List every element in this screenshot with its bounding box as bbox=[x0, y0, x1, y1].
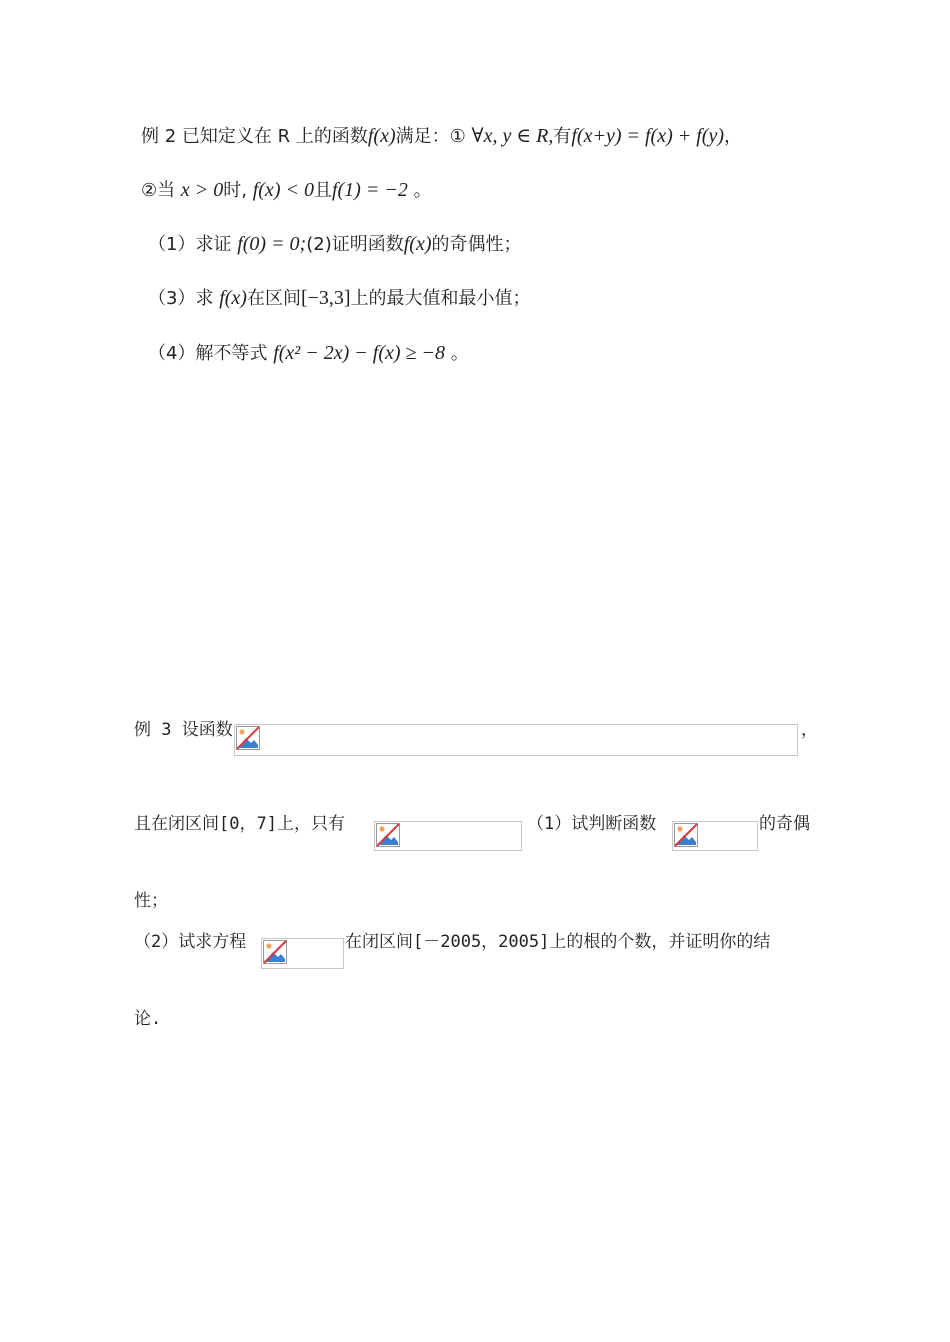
example2-line1 bbox=[141, 124, 742, 149]
question4-math: f(x² − 2x) − f(x) ≥ −8 bbox=[273, 342, 446, 364]
example3-line2-end: 的奇偶 bbox=[759, 814, 810, 834]
example3-line4-prefix: （2）试求方程 bbox=[134, 932, 247, 952]
question3-end: 上的最大值和最小值； bbox=[350, 288, 531, 309]
question1-part2: (2)证明函数 bbox=[306, 234, 404, 255]
question4-prefix: （4）解不等式 bbox=[148, 343, 268, 364]
question1-end: 的奇偶性； bbox=[431, 234, 522, 255]
broken-image-condition bbox=[374, 821, 522, 851]
example3-line2-prefix: 且在闭区间[0，7]上，只有 bbox=[134, 814, 345, 834]
example2-line2-when: 时, bbox=[223, 180, 247, 201]
example2-line2-condition: x > 0 bbox=[180, 179, 224, 201]
broken-image-equation bbox=[261, 938, 344, 969]
question4-end: 。 bbox=[450, 343, 469, 364]
question3-mid: 在区间 bbox=[246, 288, 301, 309]
example2-line1-prefix: 例 2 已知定义在 R 上的函数 bbox=[141, 126, 368, 147]
example3-line1-end: ， bbox=[801, 720, 818, 740]
example2-line2-prefix: ②当 bbox=[141, 180, 176, 201]
example2-line1-equation: f(x+y) = f(x) + f(y) bbox=[571, 125, 724, 147]
question3-prefix: （3）求 bbox=[148, 288, 214, 309]
example3-line5: 论. bbox=[134, 1009, 162, 1029]
broken-image-icon bbox=[263, 940, 287, 964]
example2-line2-inequality: f(x) < 0 bbox=[252, 179, 314, 201]
example2-line2-end: 。 bbox=[413, 180, 432, 201]
example2-line1-mid: 满足：① bbox=[395, 126, 466, 147]
broken-image-icon bbox=[674, 823, 698, 847]
broken-image-function-definition bbox=[234, 724, 798, 756]
broken-image-icon bbox=[236, 726, 260, 750]
example3-line3: 性； bbox=[134, 891, 168, 911]
example2-line1-fx: f(x) bbox=[367, 125, 396, 147]
example2-question1 bbox=[148, 232, 522, 257]
example2-question3 bbox=[148, 286, 531, 311]
example3-line2-mid: （1）试判断函数 bbox=[527, 814, 657, 834]
example2-line2-value: f(1) = −2 bbox=[331, 179, 408, 201]
example3-line1-prefix: 例 3 设函数 bbox=[134, 720, 233, 740]
question3-fx: f(x) bbox=[219, 287, 247, 309]
example2-line1-math: ∀x, y ∈ R, bbox=[471, 125, 554, 147]
example2-line2 bbox=[141, 178, 432, 203]
question1-prefix: （1）求证 bbox=[148, 234, 232, 255]
example2-line1-have: 有 bbox=[553, 126, 572, 147]
question3-interval: [−3,3] bbox=[300, 287, 351, 309]
example2-line2-and: 且 bbox=[313, 180, 332, 201]
broken-image-function bbox=[672, 821, 758, 851]
broken-image-icon bbox=[376, 823, 400, 847]
question1-fx: f(x) bbox=[403, 233, 432, 255]
question1-math: f(0) = 0; bbox=[237, 233, 307, 255]
example2-line1-end: ， bbox=[724, 126, 742, 147]
example2-question4 bbox=[148, 341, 469, 366]
example3-line4-end: 在闭区间[－2005，2005]上的根的个数，并证明你的结 bbox=[345, 932, 771, 952]
